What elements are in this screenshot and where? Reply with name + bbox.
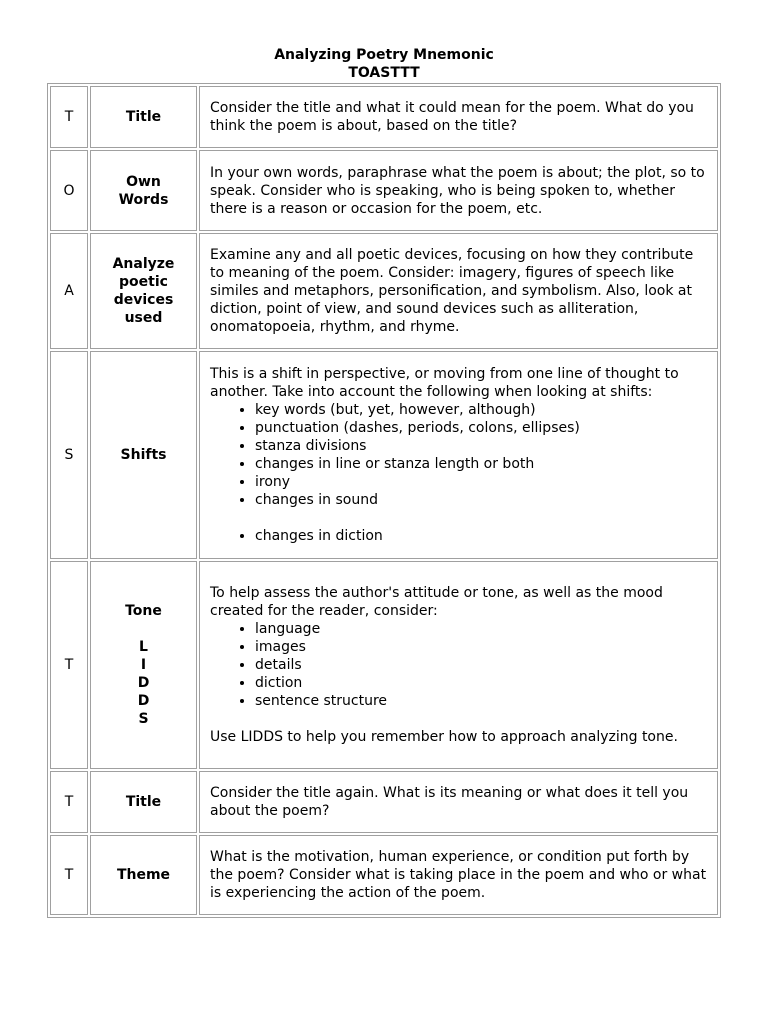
- shifts-list: [210, 401, 707, 509]
- list-gap: [210, 509, 707, 527]
- row-description: Examine any and all poetic devices, focusing on how they contribute to meaning of the poem. Consider: imagery, figures of speech like similes and metaphors, personification, and symbolism. Also, look at diction, point of view, and sound devices such as alliteration, onomatopoeia, rhythm, and rhyme.: [199, 233, 718, 349]
- lidds-letter: L: [139, 639, 148, 655]
- row-description: What is the motivation, human experience, or condition put forth by the poem? Consider what is taking place in the poem and who or what is experiencing the action of the poem.: [199, 835, 718, 915]
- list-item: • changes in diction: [255, 527, 707, 545]
- lidds-letter: D: [137, 693, 150, 709]
- list-item: • images: [255, 638, 707, 656]
- lidds-letter: I: [140, 657, 147, 673]
- row-description: In your own words, paraphrase what the poem is about; the plot, so to speak. Consider who is speaking, who is being spoken to, whether there is a reason or occasion for the poem, etc.: [199, 150, 718, 231]
- lidds-letter: S: [138, 711, 149, 727]
- row-name: Shifts: [90, 351, 197, 559]
- table-row: [50, 86, 718, 148]
- list-item: • changes in sound: [255, 491, 707, 509]
- list-item: • key words (but, yet, however, although): [255, 401, 707, 419]
- row-name: [90, 233, 197, 349]
- list-item: • language: [255, 620, 707, 638]
- shifts-list-continued: [210, 527, 707, 545]
- row-name: Theme: [90, 835, 197, 915]
- row-name-line: used: [124, 310, 163, 326]
- list-item: • changes in line or stanza length or both: [255, 455, 707, 473]
- row-name-line: poetic: [119, 274, 168, 290]
- row-description: [199, 351, 718, 559]
- table-row: [50, 835, 718, 915]
- list-item: • irony: [255, 473, 707, 491]
- list-item: • punctuation (dashes, periods, colons, ellipses): [255, 419, 707, 437]
- title-line-2: TOASTTT: [348, 65, 420, 81]
- row-description: Consider the title and what it could mean for the poem. What do you think the poem is about, based on the title?: [199, 86, 718, 148]
- row-name: Title: [90, 86, 197, 148]
- row-description: Consider the title again. What is its meaning or what does it tell you about the poem?: [199, 771, 718, 833]
- table-row: [50, 561, 718, 769]
- row-name-line: Own: [126, 173, 161, 190]
- row-description: [199, 561, 718, 769]
- list-gap: [210, 710, 707, 728]
- tone-list: [210, 620, 707, 710]
- table-row: [50, 233, 718, 349]
- row-name-line: Tone: [125, 603, 162, 619]
- table-row: [50, 351, 718, 559]
- list-item: • diction: [255, 674, 707, 692]
- list-item: • sentence structure: [255, 692, 707, 710]
- row-name-line: Analyze: [112, 256, 175, 272]
- row-letter: T: [50, 771, 88, 833]
- row-name: [90, 561, 197, 769]
- row-name-line: Words: [118, 191, 169, 208]
- row-name: Title: [90, 771, 197, 833]
- table-row: [50, 150, 718, 231]
- row-letter: T: [50, 86, 88, 148]
- list-item: • stanza divisions: [255, 437, 707, 455]
- shifts-intro: This is a shift in perspective, or moving from one line of thought to another. Take into account the following when looking at shifts:: [210, 366, 679, 400]
- row-letter: T: [50, 835, 88, 915]
- lidds-acronym: [91, 638, 196, 728]
- tone-outro: Use LIDDS to help you remember how to approach analyzing tone.: [210, 729, 678, 745]
- row-letter: S: [50, 351, 88, 559]
- document-title: [0, 46, 768, 82]
- table-row: [50, 771, 718, 833]
- row-letter: O: [50, 150, 88, 231]
- row-letter: T: [50, 561, 88, 769]
- row-name: [90, 150, 197, 231]
- lidds-letter: D: [137, 675, 150, 691]
- row-letter: A: [50, 233, 88, 349]
- tone-intro: To help assess the author's attitude or tone, as well as the mood created for the reader, consider:: [210, 585, 663, 619]
- row-name-line: devices: [113, 292, 174, 308]
- mnemonic-table: [47, 83, 721, 918]
- list-item: • details: [255, 656, 707, 674]
- title-line-1: Analyzing Poetry Mnemonic: [274, 47, 494, 63]
